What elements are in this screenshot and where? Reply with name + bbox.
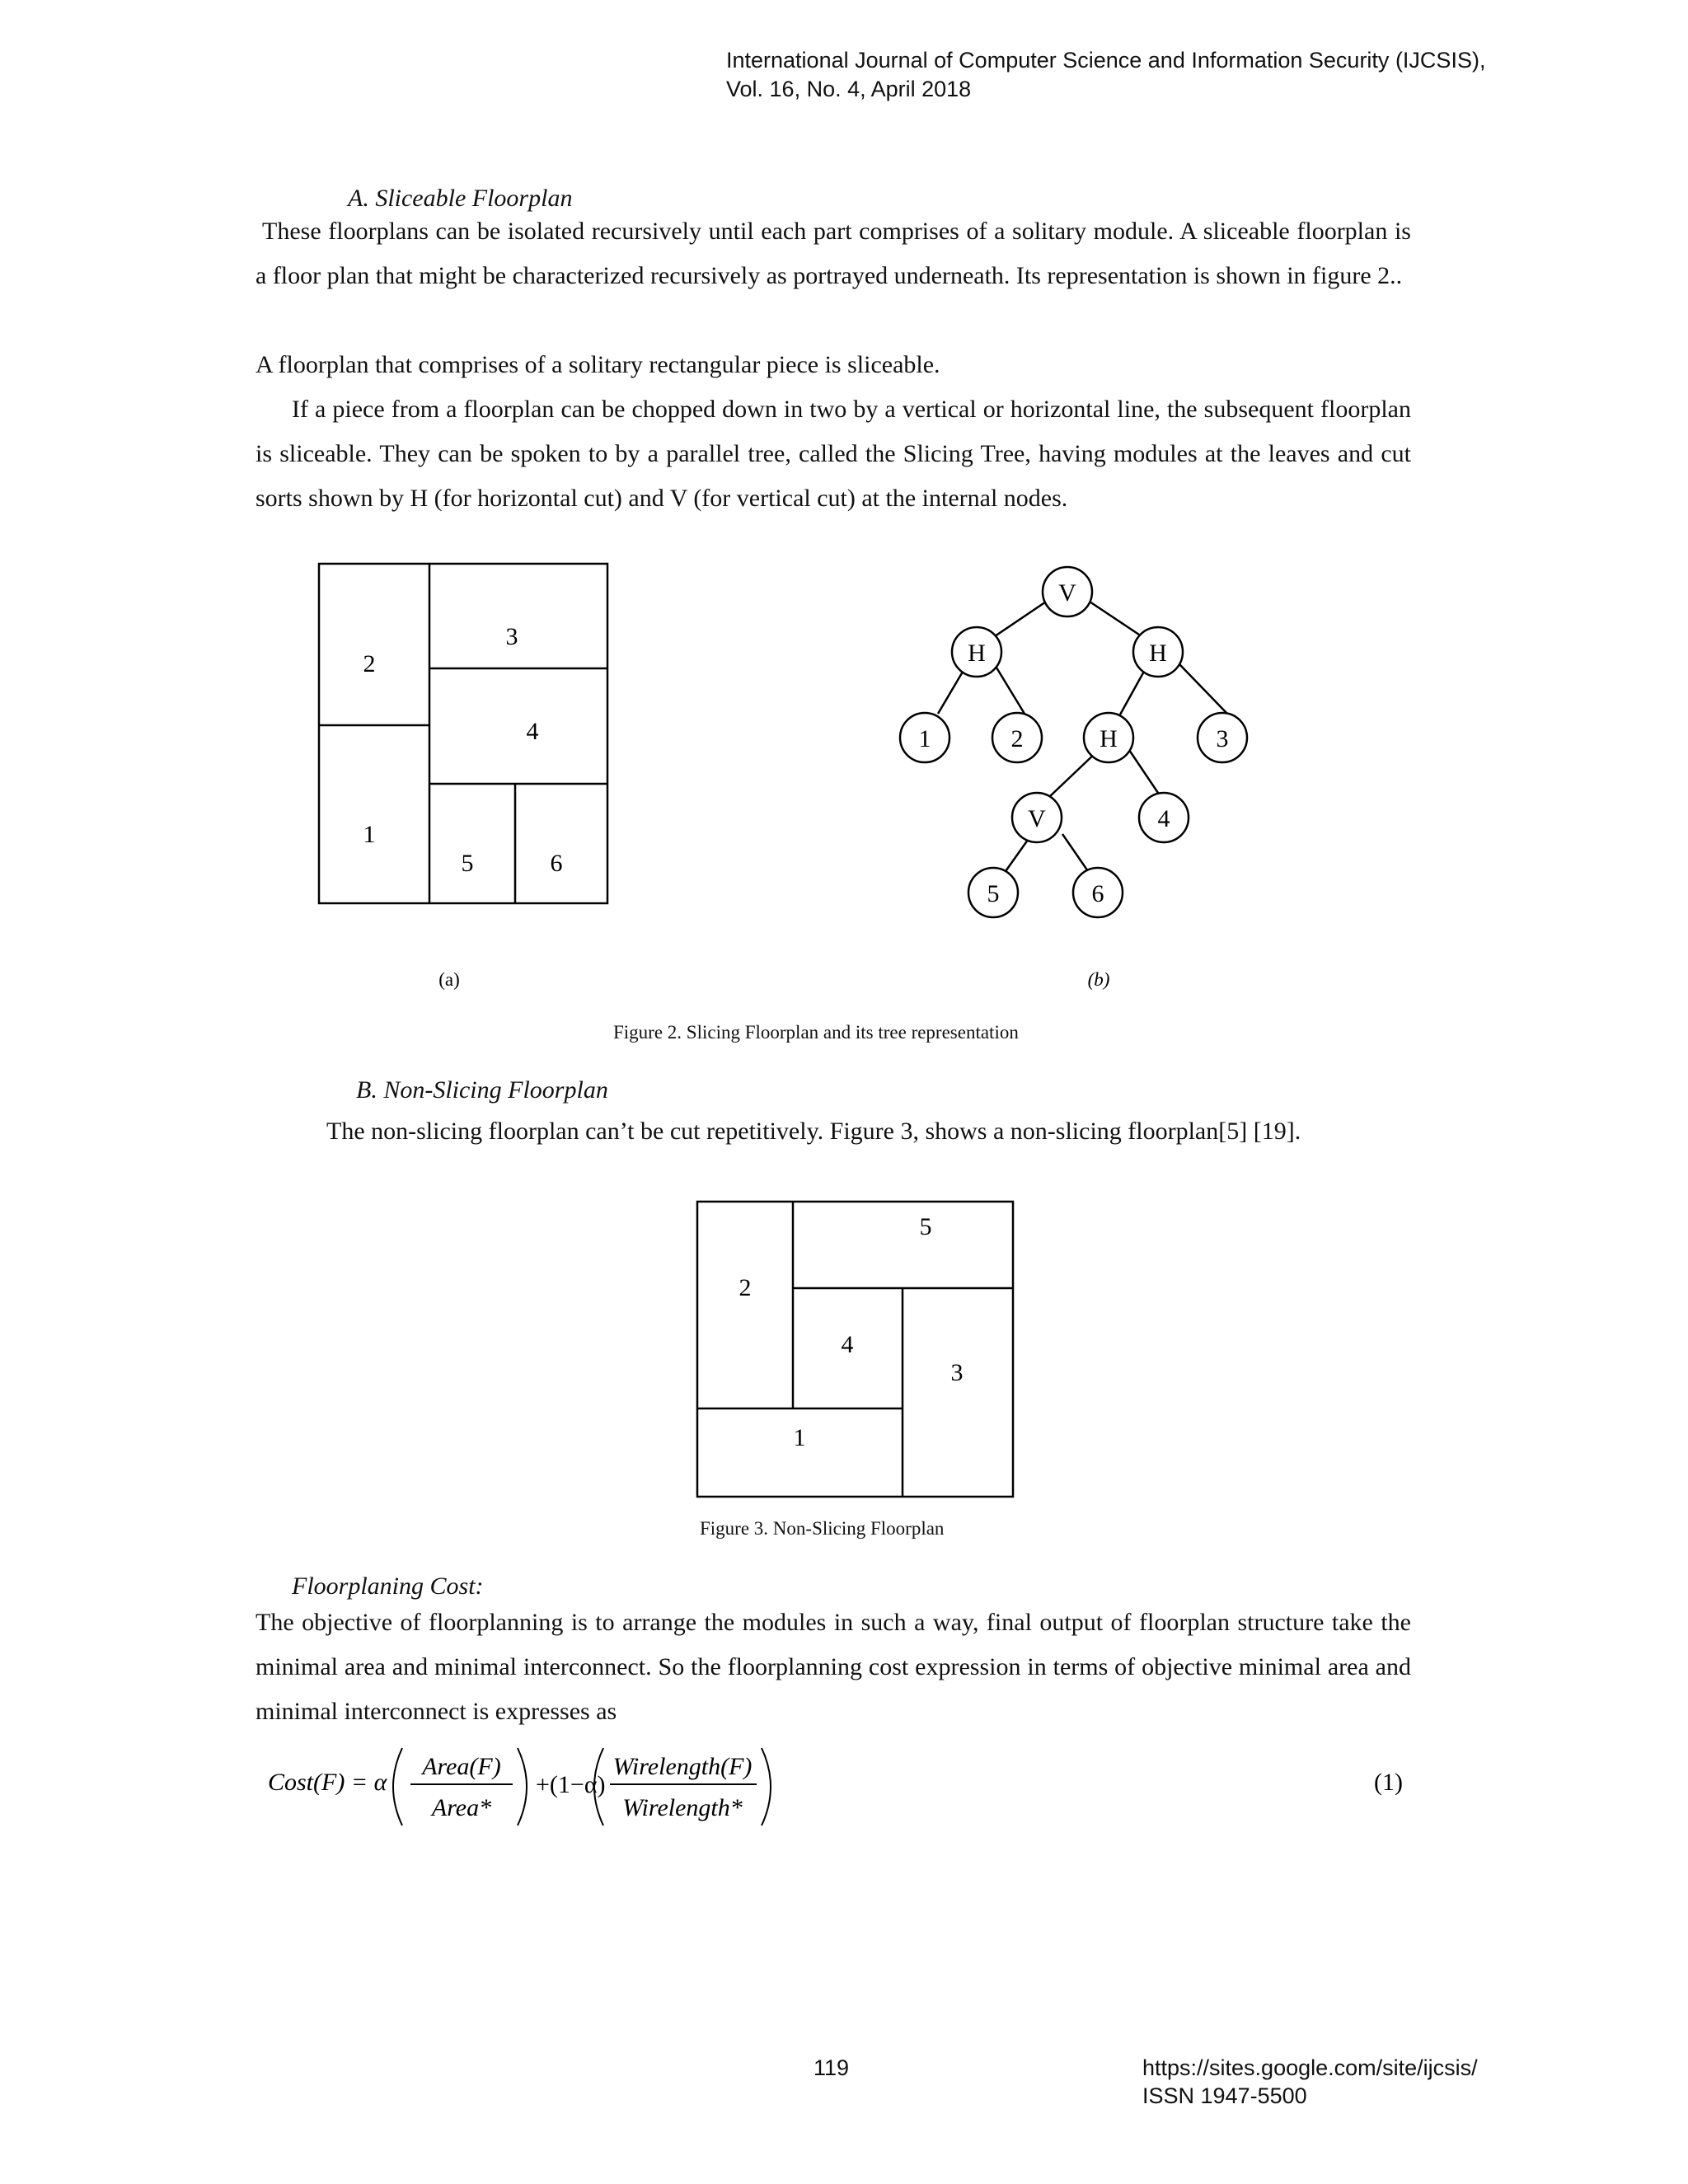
section-b-paragraph: The non-slicing floorplan can’t be cut repetitively. Figure 3, shows a non-slicing floorplan[5] [19].	[326, 1118, 1301, 1145]
tree-label: 2	[1010, 725, 1024, 752]
footer-issn: ISSN 1947-5500	[1142, 2083, 1307, 2108]
block-label-2: 2	[363, 650, 376, 677]
tree-edge	[1129, 750, 1160, 795]
tree-label: 1	[918, 725, 931, 752]
section-b-heading: B. Non-Slicing Floorplan	[356, 1076, 608, 1104]
fraction-2-denominator: Wirelength*	[622, 1794, 743, 1821]
floorplan-outline	[697, 1202, 1013, 1497]
block-label-1: 1	[793, 1424, 806, 1451]
tree-edge	[996, 668, 1025, 714]
footer-info	[1142, 2054, 1478, 2110]
tree-edge	[1062, 834, 1090, 874]
tree-label: V	[1058, 579, 1076, 607]
block-label-5: 5	[461, 850, 474, 877]
block-label-2: 2	[738, 1274, 752, 1301]
tree-label: 6	[1091, 880, 1104, 907]
non-slicing-floorplan	[697, 1202, 1013, 1497]
tree-edge	[1049, 750, 1099, 797]
block-label-3: 3	[505, 623, 518, 650]
tree-label: V	[1028, 805, 1046, 832]
fraction-1-numerator: Area(F)	[422, 1753, 501, 1780]
cost-equation	[264, 1741, 1418, 1832]
tree-label: H	[1149, 640, 1167, 667]
cost-paragraph: The objective of floorplanning is to arrange the modules in such a way, final output of floorplan structure take the minimal area and minimal interconnect. So the floorplanning cost expression in terms of objective minimal area and minimal interconnect is expresses as	[256, 1609, 1411, 1725]
tree-label: 4	[1157, 805, 1170, 832]
tree-label: H	[968, 640, 986, 667]
figure-3-caption: Figure 3. Non-Slicing Floorplan	[700, 1518, 945, 1539]
tree-label: 5	[987, 880, 1000, 907]
journal-title: International Journal of Computer Science and Information Security (IJCSIS),	[726, 48, 1486, 73]
section-a-paragraph-1: These floorplans can be isolated recursively until each part comprises of a solitary module. A sliceable floorplan is a floor plan that might be characterized recursively as portrayed underneath. Its representation is shown in figure 2..	[256, 218, 1411, 289]
section-a-paragraph-3: If a piece from a floorplan can be chopped down in two by a vertical or horizontal line, the subsequent floorplan is sliceable. They can be spoken to by a parallel tree, called the Slicing Tree, having modules at the leaves and cut sorts shown by H (for horizontal cut) and V (for vertical cut) at the internal nodes.	[256, 396, 1411, 512]
journal-volume: Vol. 16, No. 4, April 2018	[726, 77, 972, 101]
block-label-6: 6	[550, 850, 563, 877]
tree-edge	[1120, 668, 1146, 715]
paren-left	[393, 1748, 402, 1825]
block-label-4: 4	[526, 718, 539, 745]
section-a-heading: A. Sliceable Floorplan	[348, 185, 573, 212]
tree-edge	[938, 668, 965, 714]
block-label-5: 5	[919, 1213, 932, 1240]
subfigure-label-a: (a)	[438, 969, 460, 990]
block-label-1: 1	[363, 821, 376, 848]
tree-label: H	[1100, 725, 1118, 752]
tree-edge	[1082, 597, 1142, 636]
tree-label: 3	[1216, 725, 1229, 752]
paren-right	[518, 1748, 527, 1825]
fraction-1-denominator: Area*	[431, 1794, 492, 1821]
cost-heading: Floorplaning Cost:	[292, 1572, 484, 1600]
figure-2-caption: Figure 2. Slicing Floorplan and its tree representation	[613, 1022, 1019, 1043]
equation-number: (1)	[1374, 1769, 1403, 1796]
subfigure-label-b: (b)	[1087, 969, 1110, 990]
page-number: 119	[814, 2055, 850, 2080]
equation-lhs: Cost(F) = α	[268, 1769, 387, 1796]
footer-url: https://sites.google.com/site/ijcsis/	[1142, 2055, 1478, 2080]
slicing-tree-nodes	[900, 567, 1247, 917]
equation-middle: +(1−α)	[536, 1771, 606, 1798]
paren-right	[762, 1748, 771, 1825]
tree-edge	[1179, 664, 1228, 715]
block-label-3: 3	[950, 1359, 964, 1386]
block-label-4: 4	[841, 1331, 854, 1358]
section-a-paragraph-2: A floorplan that comprises of a solitary rectangular piece is sliceable.	[256, 351, 940, 378]
fraction-2-numerator: Wirelength(F)	[612, 1753, 753, 1780]
